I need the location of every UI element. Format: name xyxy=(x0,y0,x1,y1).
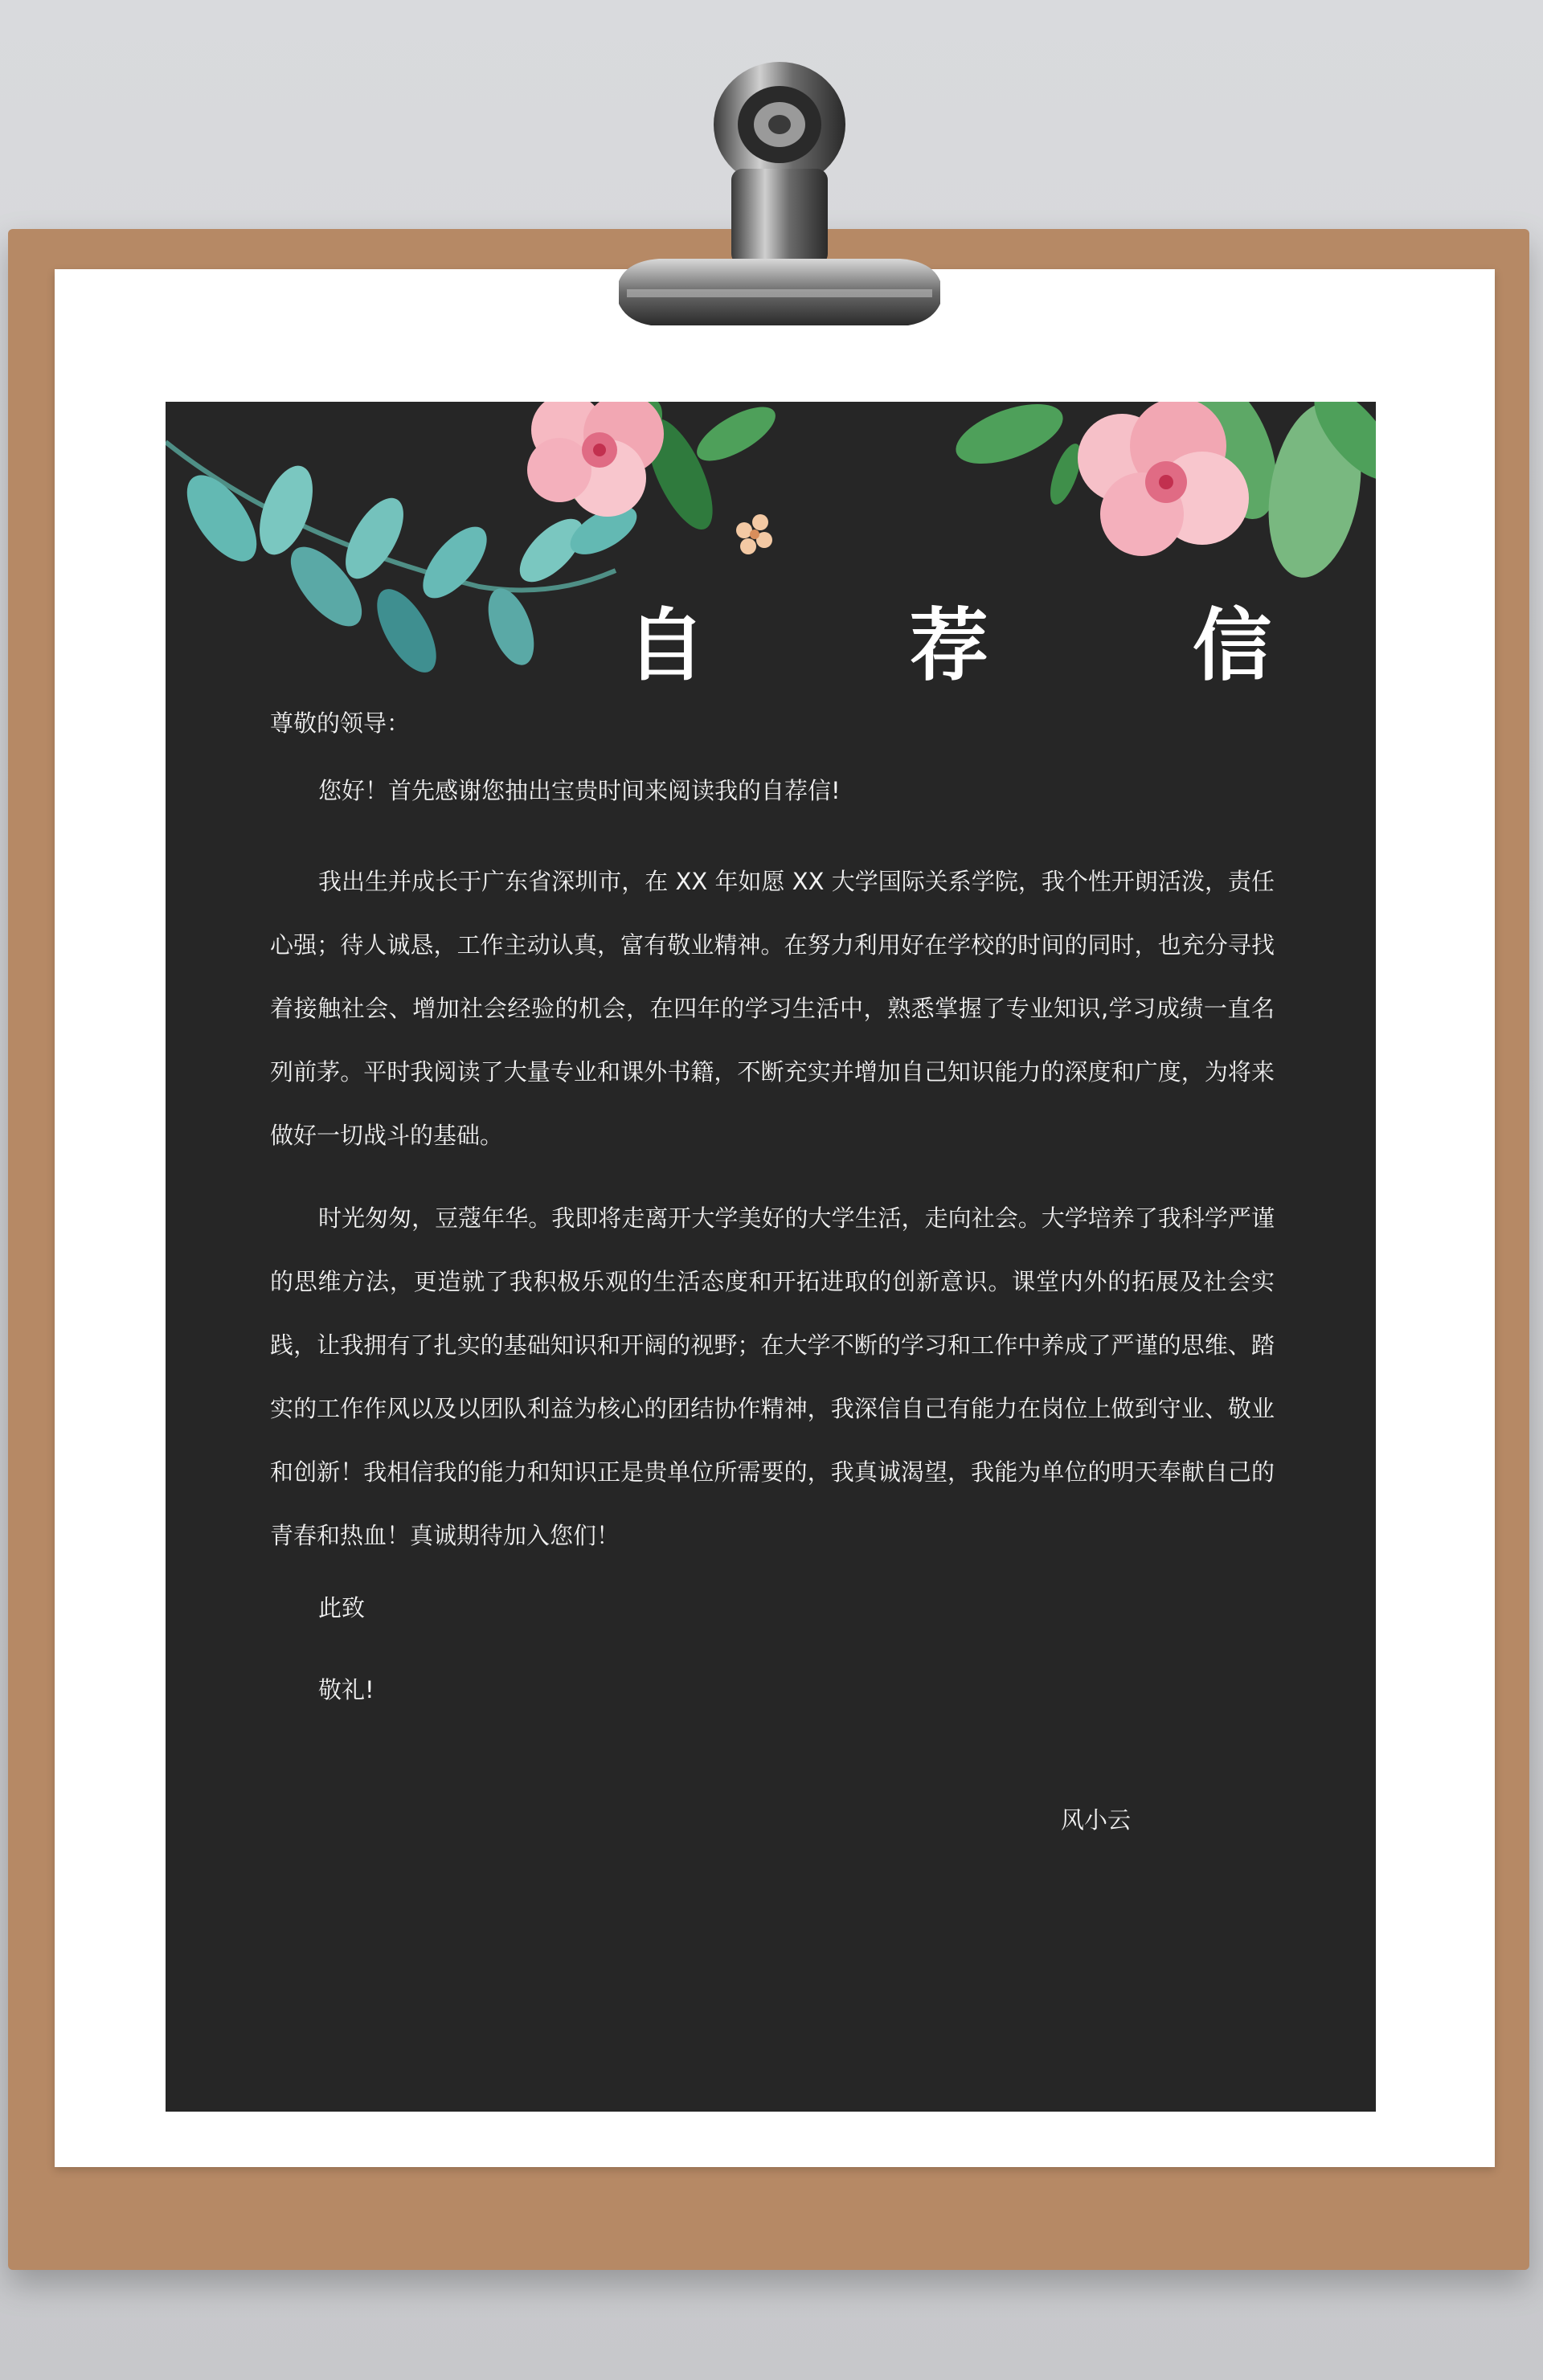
closing-line: 此致 xyxy=(318,1594,366,1621)
binder-clip-icon xyxy=(611,48,948,354)
signature: 风小云 xyxy=(1061,1806,1132,1834)
flower-icon xyxy=(736,514,772,554)
letter-title: 自 荐 信 xyxy=(626,600,1360,692)
letter-page xyxy=(166,402,1376,2112)
paragraph: 我出生并成长于广东省深圳市，在 XX 年如愿 XX 大学国际关系学院，我个性开朗活泼，责任心强；待人诚恳，工作主动认真，富有敬业精神。在努力利用好在学校的时间的同时，也充分寻找着接触社会、增加社会经验的机会，在四年的学习生活中，熟悉掌握了专业知识,学习成绩一直名列前茅。平时我阅读了大量专业和课外书籍，不断充实并增加自己知识能力的深度和广度，为将来做好一切战斗的基础。 xyxy=(270,868,1275,1149)
paragraph: 您好！首先感谢您抽出宝贵时间来阅读我的自荐信! xyxy=(318,777,841,804)
flower-icon xyxy=(527,402,664,517)
paragraph: 时光匆匆，豆蔻年华。我即将走离开大学美好的大学生活，走向社会。大学培养了我科学严谨的思维方法，更造就了我积极乐观的生活态度和开拓进取的创新意识。课堂内外的拓展及社会实践，让我拥有了扎实的基础知识和开阔的视野；在大学不断的学习和工作中养成了严谨的思维、踏实的工作作风以及以团队利益为核心的团结协作精神，我深信自己有能力在岗位上做到守业、敬业和创新！我相信我的能力和知识正是贵单位所需要的，我真诚渴望，我能为单位的明天奉献自己的青春和热血！真诚期待加入您们！ xyxy=(270,1204,1275,1549)
salutation: 尊敬的领导： xyxy=(270,710,411,737)
closing-greeting: 敬礼! xyxy=(318,1676,374,1703)
letter-body xyxy=(270,707,1275,1706)
leaf-icon xyxy=(553,402,1376,585)
